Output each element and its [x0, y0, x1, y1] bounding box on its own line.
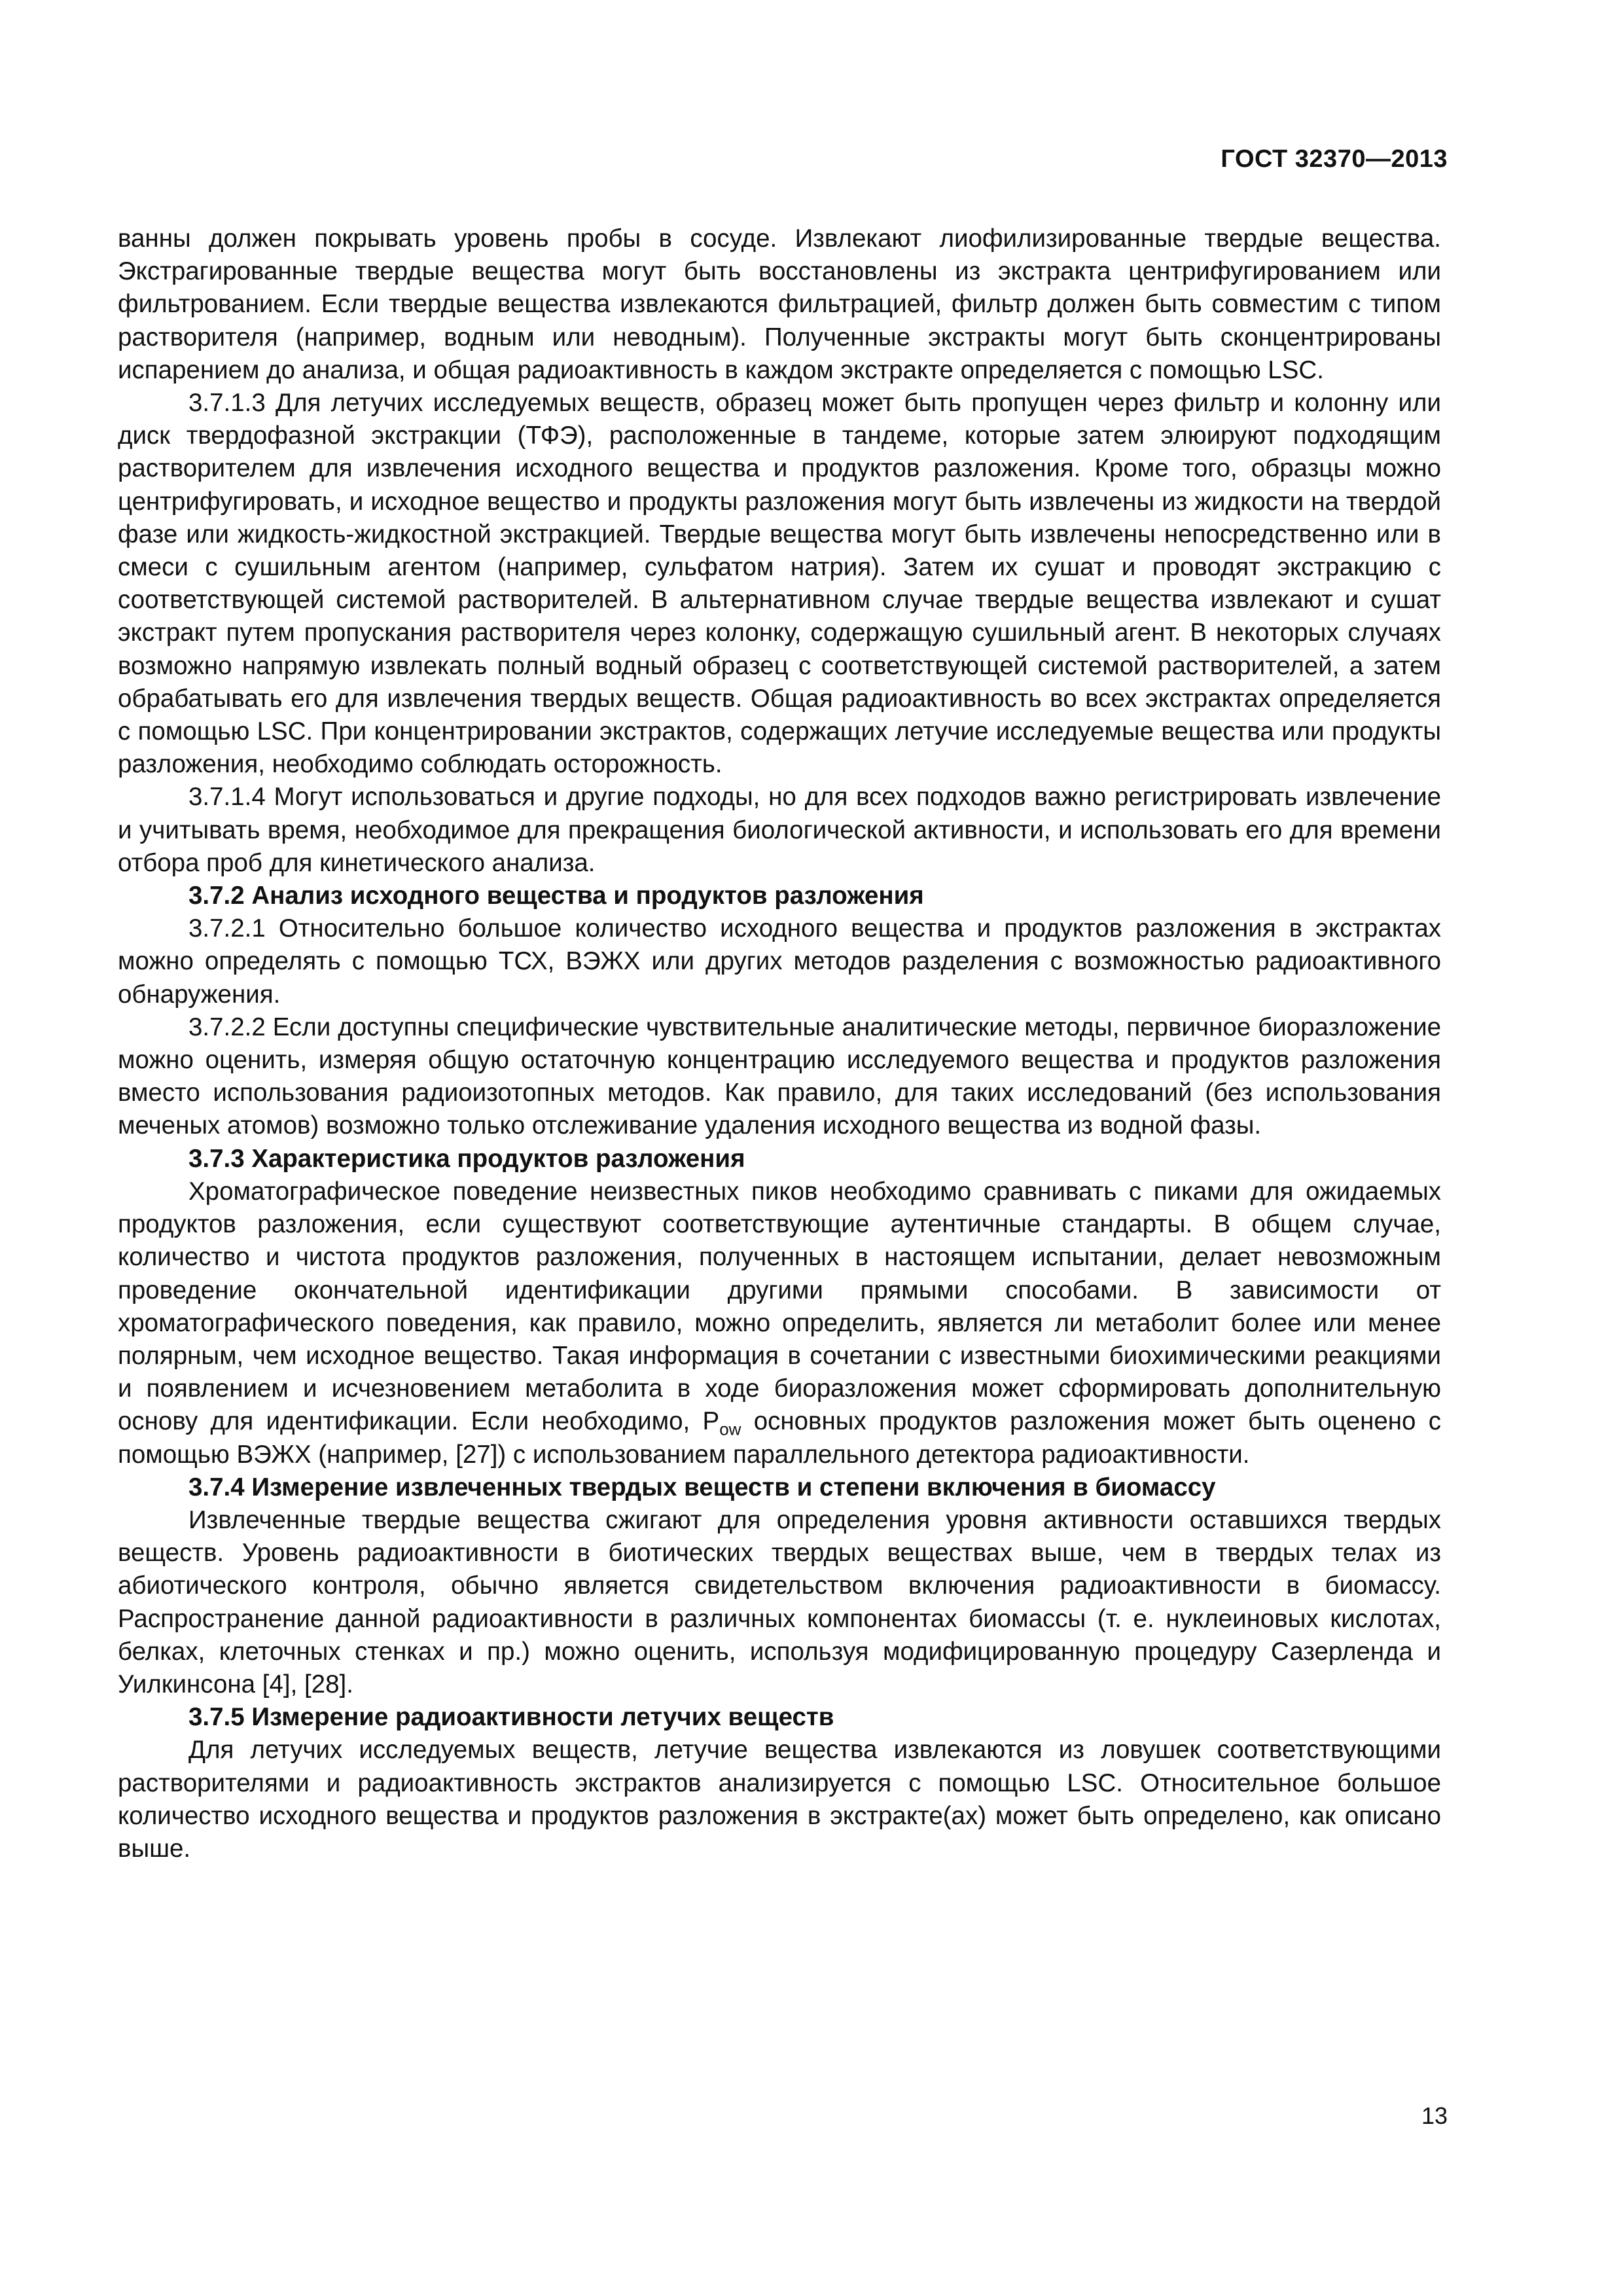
document-body: [118, 223, 1441, 1865]
paragraph-3-7-3-text-a: Хроматографическое поведение неизвестных пиков необходимо сравнивать с пиками для ожидаемых продуктов разложения, если существуют соответствующие аутентичные стандарты. В общем случае, количество и чистота продуктов разложения, полученных в настоящем испытании, делает невозможным проведение окончательной идентификации другими прямыми способами. В зависимости от хроматографического поведения, как правило, можно определить, является ли метаболит более или менее полярным, чем исходное вещество. Такая информация в сочетании с известными биохимическими реакциями и появлением и исчезновением метаболита в ходе биоразложения может сформировать дополнительную основу для идентификации. Если необходимо, P: [118, 1177, 1441, 1436]
paragraph-3-7-1-4: 3.7.1.4 Могут использоваться и другие подходы, но для всех подходов важно регистрировать извлечение и учитывать время, необходимое для прекращения биологической активности, и использовать его для времени отбора проб для кинетического анализа.: [118, 783, 1441, 877]
section-heading-3-7-3: 3.7.3 Характеристика продуктов разложения: [188, 1144, 745, 1173]
paragraph-3-7-3: [118, 1175, 1441, 1471]
paragraph-3-7-4: Извлеченные твердые вещества сжигают для определения уровня активности оставшихся твердых веществ. Уровень радиоактивности в биотических твердых веществах выше, чем в твердых телах из абиотического контроля, обычно является свидетельством включения радиоактивности в биомассу. Распространение данной радиоактивности в различных компонентах биомассы (т. е. нуклеиновых кислотах, белках, клеточных стенках и пр.) можно оценить, используя модифицированную процедуру Сазерленда и Уилкинсона [4], [28].: [118, 1505, 1441, 1698]
section-heading-3-7-4: 3.7.4 Измерение извлеченных твердых веществ и степени включения в биомассу: [188, 1473, 1216, 1501]
document-header-standard-number: ГОСТ 32370—2013: [1221, 145, 1448, 173]
paragraph-3-7-2-2: 3.7.2.2 Если доступны специфические чувствительные аналитические методы, первичное биоразложение можно оценить, измеряя общую остаточную концентрацию исследуемого вещества и продуктов разложения вместо использования радиоизотопных методов. Как правило, для таких исследований (без использования меченых атомов) возможно только отслеживание удаления исходного вещества из водной фазы.: [118, 1013, 1441, 1140]
pow-subscript: ow: [719, 1420, 741, 1439]
section-heading-3-7-2: 3.7.2 Анализ исходного вещества и продуктов разложения: [188, 882, 924, 910]
paragraph-3-7-2-1: 3.7.2.1 Относительно большое количество исходного вещества и продуктов разложения в экстрактах можно определять с помощью ТСХ, ВЭЖХ или других методов разделения с возможностью радиоактивного обнаружения.: [118, 914, 1441, 1009]
paragraph-3-7-3-text-b: основных продуктов разложения может быть оценено с помощью ВЭЖХ (например, [27]) с использованием параллельного детектора радиоактивности.: [118, 1407, 1442, 1469]
section-heading-3-7-5: 3.7.5 Измерение радиоактивности летучих веществ: [188, 1703, 834, 1732]
paragraph-continuation: ванны должен покрывать уровень пробы в сосуде. Извлекают лиофилизированные твердые вещества. Экстрагированные твердые вещества могут быть восстановлены из экстракта центрифугированием или фильтрованием. Если твердые вещества извлекаются фильтрацией, фильтр должен быть совместим с типом растворителя (например, водным или неводным). Полученные экстракты могут быть сконцентрированы испарением до анализа, и общая радиоактивность в каждом экстракте определяется с помощью LSC.: [118, 224, 1441, 384]
paragraph-3-7-5: Для летучих исследуемых веществ, летучие вещества извлекаются из ловушек соответствующими растворителями и радиоактивность экстрактов анализируется с помощью LSC. Относительное большое количество исходного вещества и продуктов разложения в экстракте(ах) может быть определено, как описано выше.: [118, 1736, 1441, 1863]
page-number: 13: [1421, 2102, 1448, 2129]
paragraph-3-7-1-3: 3.7.1.3 Для летучих исследуемых веществ, образец может быть пропущен через фильтр и колонну или диск твердофазной экстракции (ТФЭ), расположенные в тандеме, которые затем элюируют подходящим растворителем для извлечения исходного вещества и продуктов разложения. Кроме того, образцы можно центрифугировать, и исходное вещество и продукты разложения могут быть извлечены из жидкости на твердой фазе или жидкость-жидкостной экстракцией. Твердые вещества могут быть извлечены непосредственно или в смеси с сушильным агентом (например, сульфатом натрия). Затем их сушат и проводят экстракцию с соответствующей системой растворителей. В альтернативном случае твердые вещества извлекают и сушат экстракт путем пропускания растворителя через колонку, содержащую сушильный агент. В некоторых случаях возможно напрямую извлекать полный водный образец с соответствующей системой растворителей, а затем обрабатывать его для извлечения твердых веществ. Общая радиоактивность во всех экстрактах определяется с помощью LSC. При концентрировании экстрактов, содержащих летучие исследуемые вещества или продукты разложения, необходимо соблюдать осторожность.: [118, 389, 1441, 779]
